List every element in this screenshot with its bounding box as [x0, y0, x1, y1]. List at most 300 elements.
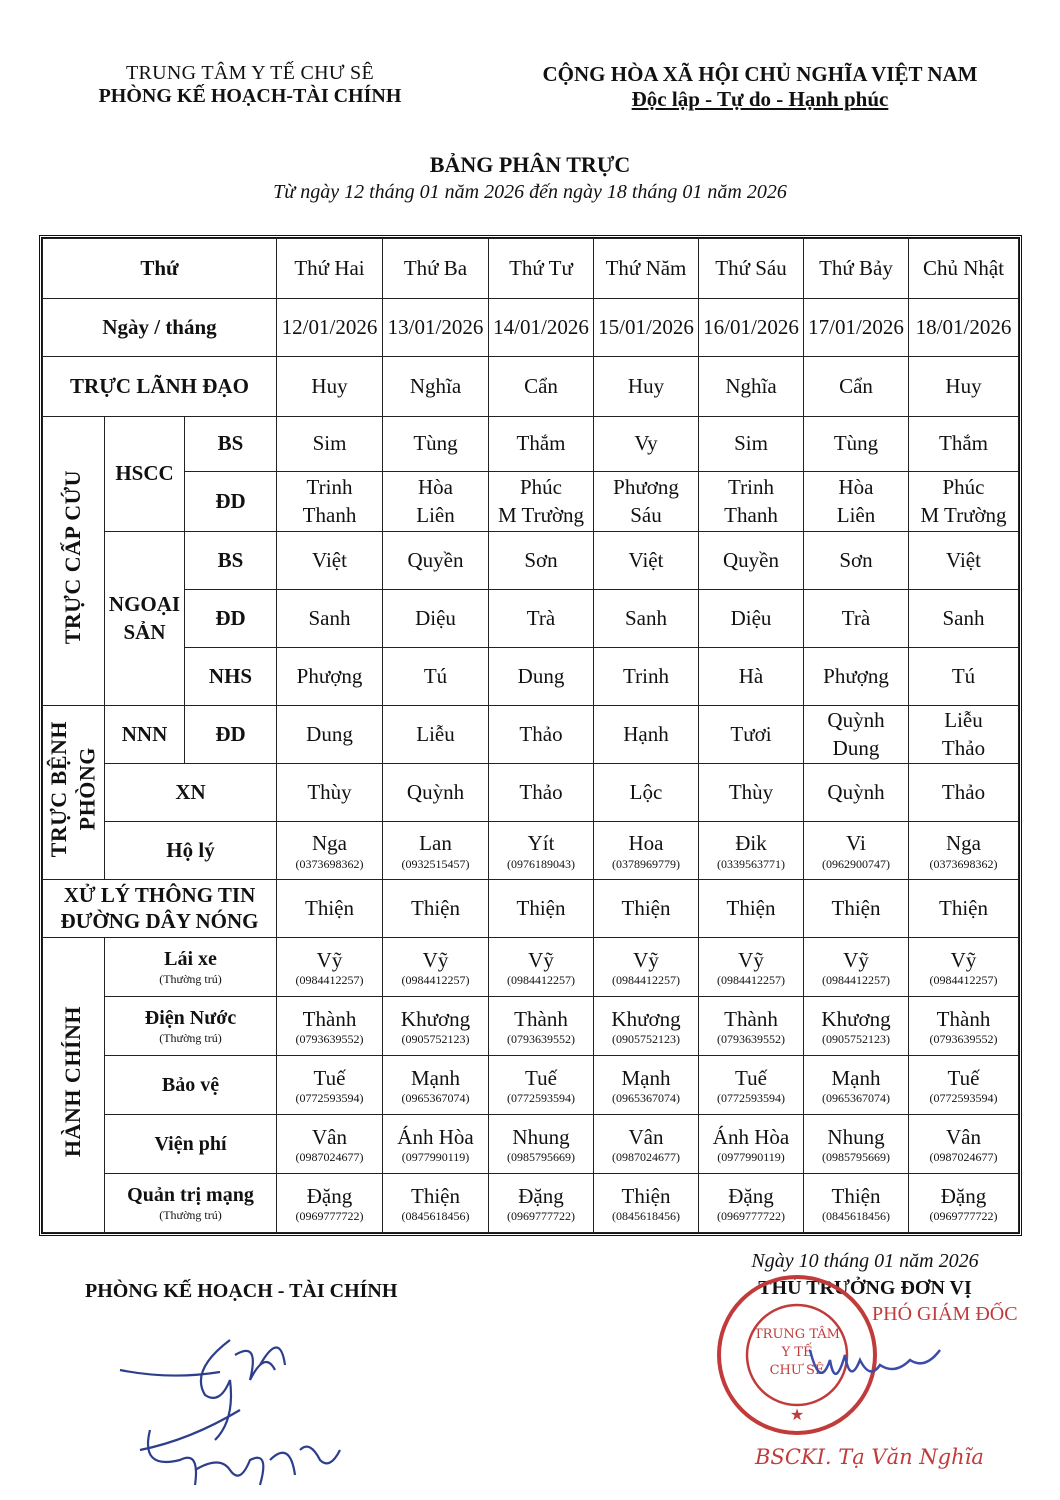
nurse-cell: [594, 472, 699, 532]
person-name: Vỹ: [422, 947, 449, 972]
admin-row: [43, 938, 1019, 997]
lab-row: [43, 764, 1019, 822]
org-header: [40, 62, 460, 108]
person-name: Mạnh: [621, 1065, 671, 1090]
role-note: (Thường trú): [159, 1031, 222, 1046]
ngoaisan-dd-row: [43, 590, 1019, 648]
phone-number: (0772593594): [929, 1091, 998, 1106]
nurse-cell: [277, 706, 383, 764]
nurse-cell: [383, 706, 489, 764]
admin-cell: [383, 1056, 489, 1115]
role-dd-label: ĐD: [185, 590, 277, 648]
nurse-name: Liễu: [944, 708, 983, 733]
phone-number: (0373698362): [929, 856, 998, 871]
person-name: Thiện: [831, 1183, 881, 1208]
phone-number: (0987024677): [295, 1150, 364, 1165]
nurse-name: Liên: [416, 502, 455, 527]
phone-number: (0845618456): [822, 1209, 890, 1224]
date-range: Từ ngày 12 tháng 01 năm 2026 đến ngày 18 tháng 01 năm 2026: [273, 181, 787, 203]
person-name: Vỹ: [633, 947, 659, 972]
leadership-cell: Cẩn: [489, 357, 594, 417]
nurse-cell: [277, 472, 383, 532]
lab-cell: Lộc: [594, 764, 699, 822]
document-title: BẢNG PHÂN TRỰC: [429, 152, 631, 177]
person-name: Thiện: [621, 1183, 671, 1208]
phone-number: (0965367074): [612, 1091, 680, 1106]
surgery-obstetrics-label: [105, 532, 185, 706]
phone-number: (0905752123): [822, 1032, 890, 1047]
phone-number: (0932515457): [401, 856, 470, 871]
admin-cell: [804, 1056, 909, 1115]
role-label: Bảo vệ: [161, 1074, 220, 1096]
admin-cell: [594, 1056, 699, 1115]
admin-row: [43, 1056, 1019, 1115]
nurse-cell: [489, 472, 594, 532]
vice-director-title: PHÓ GIÁM ĐỐC: [872, 1303, 1018, 1325]
admin-cell: [277, 1115, 383, 1174]
svg-text:Y TẾ: Y TẾ: [781, 1345, 813, 1360]
leadership-cell: Huy: [594, 357, 699, 417]
nurse-name: Liên: [836, 502, 876, 527]
person-name: Đik: [735, 831, 767, 856]
person-name: Vân: [946, 1124, 981, 1149]
admin-row: [43, 1174, 1019, 1233]
org-name: TRUNG TÂM Y TẾ CHƯ SÊ: [126, 62, 374, 84]
phone-number: (0793639552): [717, 1032, 785, 1047]
phone-number: (0965367074): [822, 1091, 890, 1106]
role-label: Viện phí: [154, 1133, 227, 1155]
surgery-obstetrics-text: NGOẠI: [108, 592, 181, 617]
person-name: Vỹ: [843, 947, 869, 972]
admin-role-label: [105, 1056, 277, 1115]
phone-number: (0969777722): [929, 1209, 998, 1224]
nurse-name: Liễu: [416, 721, 455, 746]
phone-number: (0984412257): [612, 973, 680, 988]
person-name: Đặng: [306, 1183, 353, 1208]
date-cell: 15/01/2026: [594, 299, 699, 357]
midwife-cell: Dung: [489, 648, 594, 706]
date-header: Ngày / tháng: [43, 299, 277, 357]
signer-name: BSCKI. Tạ Văn Nghĩa: [755, 1445, 984, 1469]
nurse-cell: [909, 706, 1019, 764]
person-name: Yít: [527, 831, 555, 856]
doctor-cell: Tùng: [804, 417, 909, 472]
admin-cell: [277, 1174, 383, 1233]
nurse-cell: Diệu: [383, 590, 489, 648]
admin-cell: [909, 1174, 1019, 1233]
person-name: Nhung: [512, 1124, 570, 1149]
role-dd-label: ĐD: [185, 706, 277, 764]
director-signature: [800, 1320, 950, 1400]
role-label: Quản trị mạng: [127, 1184, 254, 1207]
nurse-name: Dung: [832, 735, 880, 760]
weekday-cell: Chủ Nhật: [909, 239, 1019, 299]
hotline-cell: Thiện: [277, 880, 383, 938]
admin-cell: [804, 938, 909, 997]
admin-cell: [277, 997, 383, 1056]
lab-cell: Thảo: [909, 764, 1019, 822]
hotline-cell: Thiện: [489, 880, 594, 938]
phone-number: (0965367074): [401, 1091, 470, 1106]
person-name: Thành: [514, 1006, 568, 1031]
nation-motto: Độc lập - Tự do - Hạnh phúc: [631, 87, 889, 111]
nurse-name: Thảo: [941, 735, 986, 760]
phone-number: (0793639552): [295, 1032, 364, 1047]
hscc-dd-row: [43, 472, 1019, 532]
nurse-name: Trinh: [728, 475, 774, 500]
preparer-signature: [110, 1310, 370, 1500]
phone-number: (0976189043): [507, 856, 575, 871]
nurse-name: Thanh: [724, 502, 778, 527]
phone-number: (0845618456): [612, 1209, 680, 1224]
phone-number: (0969777722): [295, 1209, 364, 1224]
phone-number: (0339563771): [717, 856, 785, 871]
weekday-cell: Thứ Tư: [489, 239, 594, 299]
admin-cell: [594, 1174, 699, 1233]
orderly-cell: [594, 822, 699, 880]
phone-number: (0793639552): [929, 1032, 998, 1047]
phone-number: (0987024677): [929, 1150, 998, 1165]
leadership-cell: Huy: [909, 357, 1019, 417]
phone-number: (0962900747): [822, 856, 890, 871]
nurse-cell: [909, 472, 1019, 532]
person-name: Vỹ: [528, 947, 554, 972]
admin-cell: [804, 997, 909, 1056]
svg-text:CHƯ SÊ: CHƯ SÊ: [769, 1363, 825, 1378]
svg-text:★: ★: [789, 1407, 805, 1424]
admin-role-label: [105, 997, 277, 1056]
nation-title: CỘNG HÒA XÃ HỘI CHỦ NGHĨA VIỆT NAM: [542, 62, 978, 86]
date-cell: 13/01/2026: [383, 299, 489, 357]
phone-number: (0373698362): [295, 856, 364, 871]
nurse-name: M Trường: [920, 502, 1007, 527]
doctor-cell: Sơn: [804, 532, 909, 590]
admin-cell: [489, 938, 594, 997]
nurse-name: Quỳnh: [827, 708, 885, 733]
nurse-cell: [489, 706, 594, 764]
person-name: Thành: [302, 1006, 357, 1031]
midwife-cell: Phượng: [804, 648, 909, 706]
orderly-label: Hộ lý: [105, 822, 277, 880]
phone-number: (0984412257): [929, 973, 998, 988]
midwife-cell: Hà: [699, 648, 804, 706]
admin-cell: [699, 1115, 804, 1174]
orderly-cell: [699, 822, 804, 880]
person-name: Hoa: [628, 831, 664, 856]
nurse-name: Phúc: [942, 475, 985, 500]
admin-cell: [489, 1056, 594, 1115]
admin-cell: [489, 997, 594, 1056]
phone-number: (0984412257): [507, 973, 575, 988]
person-name: Khương: [400, 1006, 471, 1031]
admin-cell: [909, 997, 1019, 1056]
midwife-cell: Phượng: [277, 648, 383, 706]
phone-number: (0984412257): [717, 973, 785, 988]
nurse-name: Hạnh: [623, 721, 669, 746]
person-name: Nga: [946, 831, 981, 856]
nurse-cell: [699, 472, 804, 532]
phone-number: (0977990119): [401, 1150, 470, 1165]
orderly-cell: [909, 822, 1019, 880]
orderly-cell: [804, 822, 909, 880]
admin-cell: [383, 938, 489, 997]
hotline-cell: Thiện: [804, 880, 909, 938]
person-name: Khương: [821, 1006, 891, 1031]
phone-number: (0905752123): [612, 1032, 680, 1047]
person-name: Vỹ: [316, 947, 343, 972]
date-cell: 14/01/2026: [489, 299, 594, 357]
hotline-cell: Thiện: [909, 880, 1019, 938]
admin-role-label: [105, 938, 277, 997]
hscc-label: HSCC: [105, 417, 185, 532]
nurse-cell: [699, 706, 804, 764]
lab-cell: Quỳnh: [804, 764, 909, 822]
nurse-name: Hòa: [418, 475, 453, 500]
admin-role-label: [105, 1115, 277, 1174]
person-name: Mạnh: [831, 1065, 881, 1090]
doctor-cell: Sim: [699, 417, 804, 472]
nurse-cell: [804, 472, 909, 532]
person-name: Đặng: [518, 1183, 564, 1208]
nnn-row: [43, 706, 1019, 764]
role-bs-label: BS: [185, 417, 277, 472]
nurse-cell: Sanh: [594, 590, 699, 648]
admin-cell: [594, 1115, 699, 1174]
nurse-name: Thanh: [302, 502, 357, 527]
sign-date: Ngày 10 tháng 01 năm 2026: [751, 1250, 979, 1272]
admin-cell: [277, 938, 383, 997]
hotline-row: [43, 880, 1019, 938]
admin-cell: [909, 1115, 1019, 1174]
doctor-cell: Thắm: [909, 417, 1019, 472]
admin-cell: [383, 1174, 489, 1233]
date-cell: 17/01/2026: [804, 299, 909, 357]
nurse-name: Sáu: [630, 502, 662, 527]
orderly-cell: [489, 822, 594, 880]
person-name: Vỹ: [738, 947, 764, 972]
person-name: Đặng: [728, 1183, 774, 1208]
lab-cell: Thùy: [277, 764, 383, 822]
person-name: Mạnh: [411, 1065, 460, 1090]
nurse-name: M Trường: [497, 502, 585, 527]
person-name: Nga: [312, 831, 347, 856]
phone-number: (0378969779): [612, 856, 680, 871]
admin-cell: [277, 1056, 383, 1115]
lab-cell: Quỳnh: [383, 764, 489, 822]
role-bs-label: BS: [185, 532, 277, 590]
nurse-cell: Sanh: [277, 590, 383, 648]
orderly-cell: [277, 822, 383, 880]
role-nhs-label: NHS: [185, 648, 277, 706]
phone-number: (0985795669): [822, 1150, 890, 1165]
person-name: Đặng: [940, 1183, 987, 1208]
hotline-cell: Thiện: [383, 880, 489, 938]
doctor-cell: Quyền: [383, 532, 489, 590]
phone-number: (0772593594): [507, 1091, 575, 1106]
nurse-name: Trinh: [306, 475, 353, 500]
surgery-obstetrics-text: SẢN: [123, 619, 166, 644]
admin-cell: [594, 997, 699, 1056]
person-name: Vỹ: [950, 947, 977, 972]
phone-number: (0969777722): [507, 1209, 575, 1224]
nurse-name: Tươi: [730, 721, 772, 746]
phone-number: (0772593594): [295, 1091, 364, 1106]
weekday-cell: Thứ Hai: [277, 239, 383, 299]
leadership-row: [43, 357, 1019, 417]
hotline-cell: Thiện: [699, 880, 804, 938]
doctor-cell: Sơn: [489, 532, 594, 590]
hotline-cell: Thiện: [594, 880, 699, 938]
nurse-name: Hòa: [838, 475, 874, 500]
hotline-label-line: XỬ LÝ THÔNG TIN: [63, 883, 256, 908]
ward-label-text: [45, 721, 102, 857]
phone-number: (0793639552): [507, 1032, 575, 1047]
nurse-cell: Trà: [489, 590, 594, 648]
phone-number: (0984412257): [822, 973, 890, 988]
days-row: [43, 239, 1019, 299]
nurse-cell: Trà: [804, 590, 909, 648]
nurse-cell: [383, 472, 489, 532]
nurse-name: Thảo: [519, 721, 563, 746]
date-cell: 16/01/2026: [699, 299, 804, 357]
hotline-label: [43, 880, 277, 938]
date-cell: 18/01/2026: [909, 299, 1019, 357]
doctor-cell: Việt: [909, 532, 1019, 590]
weekday-cell: Thứ Năm: [594, 239, 699, 299]
admin-role-label: [105, 1174, 277, 1233]
nurse-cell: Diệu: [699, 590, 804, 648]
ngoaisan-nhs-row: [43, 648, 1019, 706]
person-name: Khương: [611, 1006, 681, 1031]
phone-number: (0845618456): [401, 1209, 470, 1224]
doctor-cell: Việt: [594, 532, 699, 590]
person-name: Vi: [846, 831, 866, 856]
doctor-cell: Thắm: [489, 417, 594, 472]
national-header: [495, 62, 1025, 112]
role-note: (Thường trú): [159, 972, 222, 987]
doctor-cell: Sim: [277, 417, 383, 472]
doctor-cell: Việt: [277, 532, 383, 590]
phone-number: (0772593594): [717, 1091, 785, 1106]
nurse-cell: [594, 706, 699, 764]
admin-cell: [804, 1115, 909, 1174]
person-name: Thành: [724, 1006, 778, 1031]
phone-number: (0985795669): [507, 1150, 575, 1165]
head-of-unit-title: THỦ TRƯỞNG ĐƠN VỊ: [758, 1277, 972, 1299]
admin-cell: [909, 1056, 1019, 1115]
nurse-name: Dung: [306, 721, 353, 746]
leadership-cell: Cẩn: [804, 357, 909, 417]
doctor-cell: Vy: [594, 417, 699, 472]
person-name: Nhung: [827, 1124, 885, 1149]
admin-cell: [804, 1174, 909, 1233]
role-note: (Thường trú): [159, 1208, 222, 1223]
weekday-cell: Thứ Sáu: [699, 239, 804, 299]
weekday-cell: Thứ Bảy: [804, 239, 909, 299]
nurse-name: Phúc: [520, 475, 562, 500]
admin-cell: [594, 938, 699, 997]
duty-roster-table: [42, 238, 1019, 1233]
person-name: Vân: [628, 1124, 664, 1149]
admin-row: [43, 1115, 1019, 1174]
admin-cell: [383, 997, 489, 1056]
date-cell: 12/01/2026: [277, 299, 383, 357]
person-name: Tuế: [525, 1065, 557, 1090]
nnn-label: NNN: [105, 706, 185, 764]
leadership-label: TRỰC LÃNH ĐẠO: [43, 357, 277, 417]
nurse-cell: Sanh: [909, 590, 1019, 648]
footer-department: PHÒNG KẾ HOẠCH - TÀI CHÍNH: [85, 1280, 398, 1302]
admin-cell: [489, 1115, 594, 1174]
role-dd-label: ĐD: [185, 472, 277, 532]
ward-group-label: [43, 706, 105, 880]
admin-cell: [383, 1115, 489, 1174]
emergency-label-text: TRỰC CẤP CỨU: [60, 470, 86, 645]
doctor-cell: Tùng: [383, 417, 489, 472]
leadership-cell: Huy: [277, 357, 383, 417]
admin-cell: [699, 1174, 804, 1233]
doctor-cell: Quyền: [699, 532, 804, 590]
ngoaisan-bs-row: [43, 532, 1019, 590]
person-name: Tuế: [735, 1065, 767, 1090]
person-name: Tuế: [947, 1065, 980, 1090]
person-name: Lan: [419, 831, 452, 856]
admin-cell: [909, 938, 1019, 997]
person-name: Tuế: [313, 1065, 346, 1090]
phone-number: (0984412257): [295, 973, 364, 988]
role-label: Điện Nước: [144, 1007, 237, 1030]
weekday-cell: Thứ Ba: [383, 239, 489, 299]
midwife-cell: Trinh: [594, 648, 699, 706]
orderly-cell: [383, 822, 489, 880]
admin-cell: [699, 997, 804, 1056]
hscc-bs-row: [43, 417, 1019, 472]
midwife-cell: Tú: [909, 648, 1019, 706]
lab-cell: Thảo: [489, 764, 594, 822]
phone-number: (0977990119): [717, 1150, 785, 1165]
admin-label-text: HÀNH CHÍNH: [60, 1005, 86, 1157]
phone-number: (0984412257): [401, 973, 470, 988]
admin-group-label: [43, 938, 105, 1233]
leadership-cell: Nghĩa: [383, 357, 489, 417]
role-label: Lái xe: [164, 948, 217, 971]
admin-cell: [489, 1174, 594, 1233]
leadership-cell: Nghĩa: [699, 357, 804, 417]
phone-number: (0987024677): [612, 1150, 680, 1165]
department-name: PHÒNG KẾ HOẠCH-TÀI CHÍNH: [98, 85, 402, 107]
admin-row: [43, 997, 1019, 1056]
dates-row: [43, 299, 1019, 357]
ward-label-line: TRỰC BỆNH: [45, 720, 71, 857]
weekday-header: Thứ: [43, 239, 277, 299]
document-title-block: [0, 152, 1060, 204]
person-name: Thiện: [411, 1183, 460, 1208]
hotline-label-line: ĐƯỜNG DÂY NÓNG: [60, 908, 259, 933]
ward-label-line: PHÒNG: [74, 747, 100, 831]
person-name: Thành: [936, 1006, 991, 1031]
svg-text:TRUNG TÂM: TRUNG TÂM: [754, 1327, 840, 1342]
person-name: Ánh Hòa: [712, 1124, 790, 1149]
nurse-name: Phương: [613, 475, 679, 500]
orderly-row: [43, 822, 1019, 880]
admin-cell: [699, 938, 804, 997]
person-name: Vân: [312, 1124, 347, 1149]
nurse-cell: [804, 706, 909, 764]
phone-number: (0969777722): [717, 1209, 785, 1224]
admin-cell: [699, 1056, 804, 1115]
phone-number: (0905752123): [401, 1032, 470, 1047]
emergency-group-label: [43, 417, 105, 706]
